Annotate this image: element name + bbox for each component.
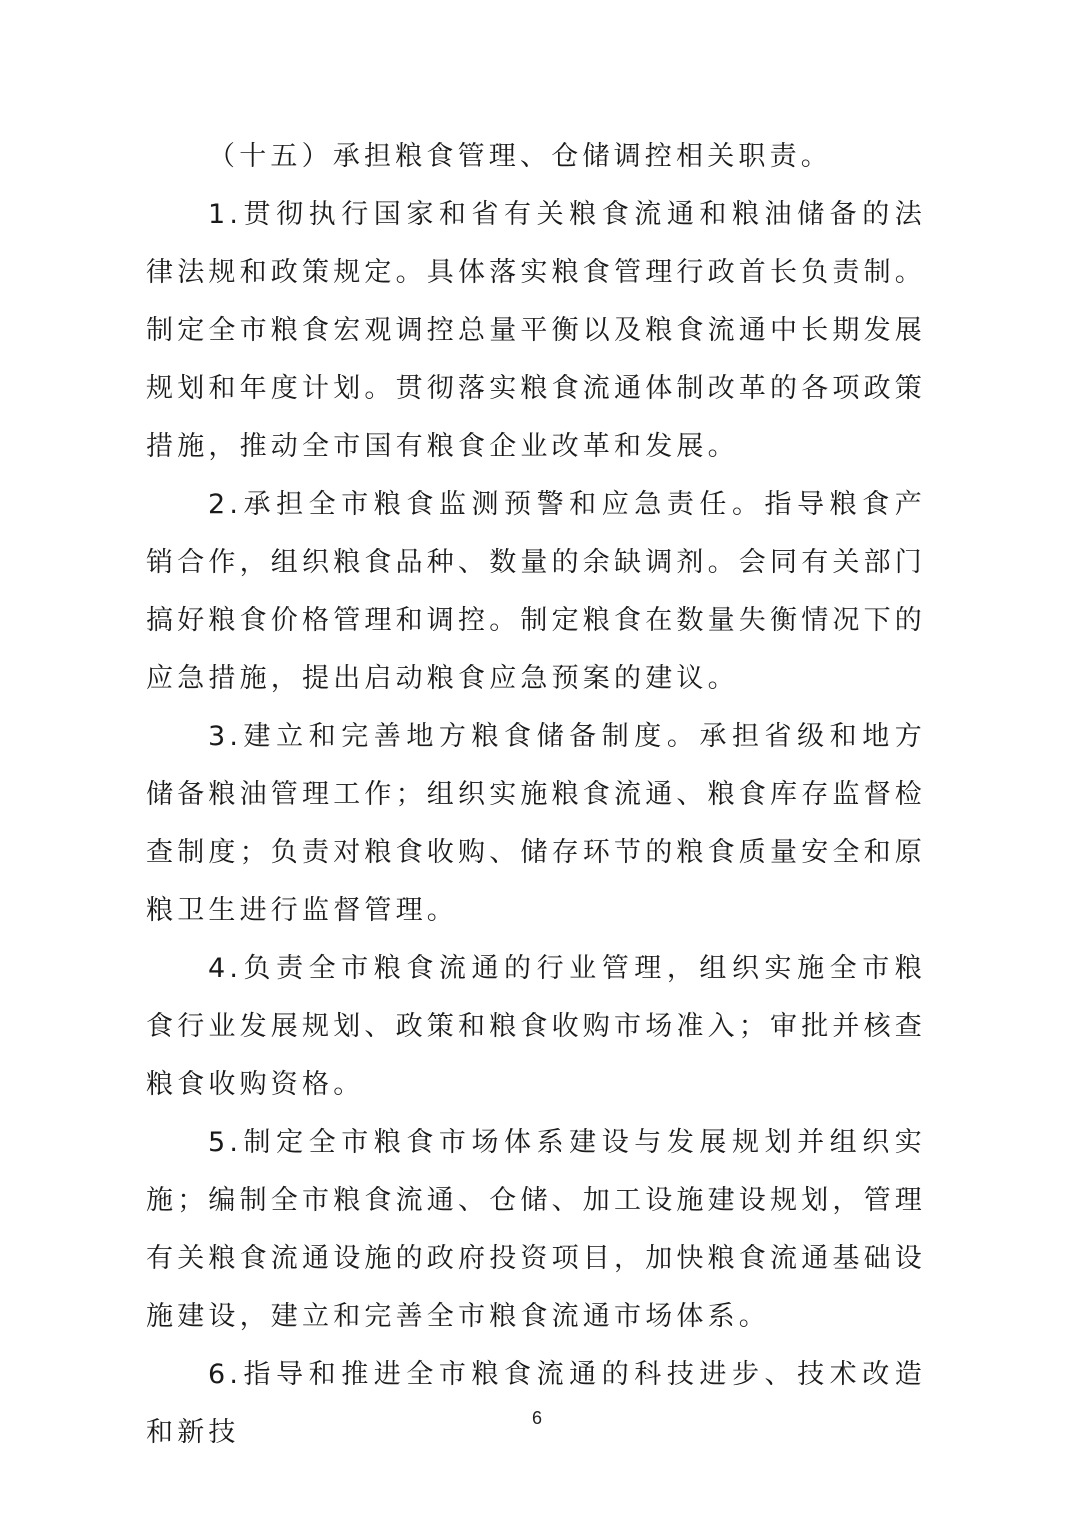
page-number: 6 (531, 1408, 542, 1428)
paragraph-item-4: 4.负责全市粮食流通的行业管理，组织实施全市粮食行业发展规划、政策和粮食收购市场准入；审批并核查粮食收购资格。 (146, 953, 926, 1100)
paragraph-item-2: 2.承担全市粮食监测预警和应急责任。指导粮食产销合作，组织粮食品种、数量的余缺调剂。会同有关部门搞好粮食价格管理和调控。制定粮食在数量失衡情况下的应急措施，提出启动粮食应急预案的建议。 (146, 489, 926, 694)
paragraph-item-5: 5.制定全市粮食市场体系建设与发展规划并组织实施；编制全市粮食流通、仓储、加工设施建设规划，管理有关粮食流通设施的政府投资项目，加快粮食流通基础设施建设，建立和完善全市粮食流通市场体系。 (146, 1127, 926, 1332)
paragraph-item-3: 3.建立和完善地方粮食储备制度。承担省级和地方储备粮油管理工作；组织实施粮食流通、粮食库存监督检查制度；负责对粮食收购、储存环节的粮食质量安全和原粮卫生进行监督管理。 (146, 721, 926, 926)
document-body (146, 128, 926, 1462)
paragraph-item-1: 1.贯彻执行国家和省有关粮食流通和粮油储备的法律法规和政策规定。具体落实粮食管理行政首长负责制。制定全市粮食宏观调控总量平衡以及粮食流通中长期发展规划和年度计划。贯彻落实粮食流通体制改革的各项政策措施，推动全市国有粮食企业改革和发展。 (146, 199, 926, 462)
paragraph-item-6: 6.指导和推进全市粮食流通的科技进步、技术改造和新技 (146, 1359, 926, 1448)
section-heading: （十五）承担粮食管理、仓储调控相关职责。 (208, 141, 832, 172)
